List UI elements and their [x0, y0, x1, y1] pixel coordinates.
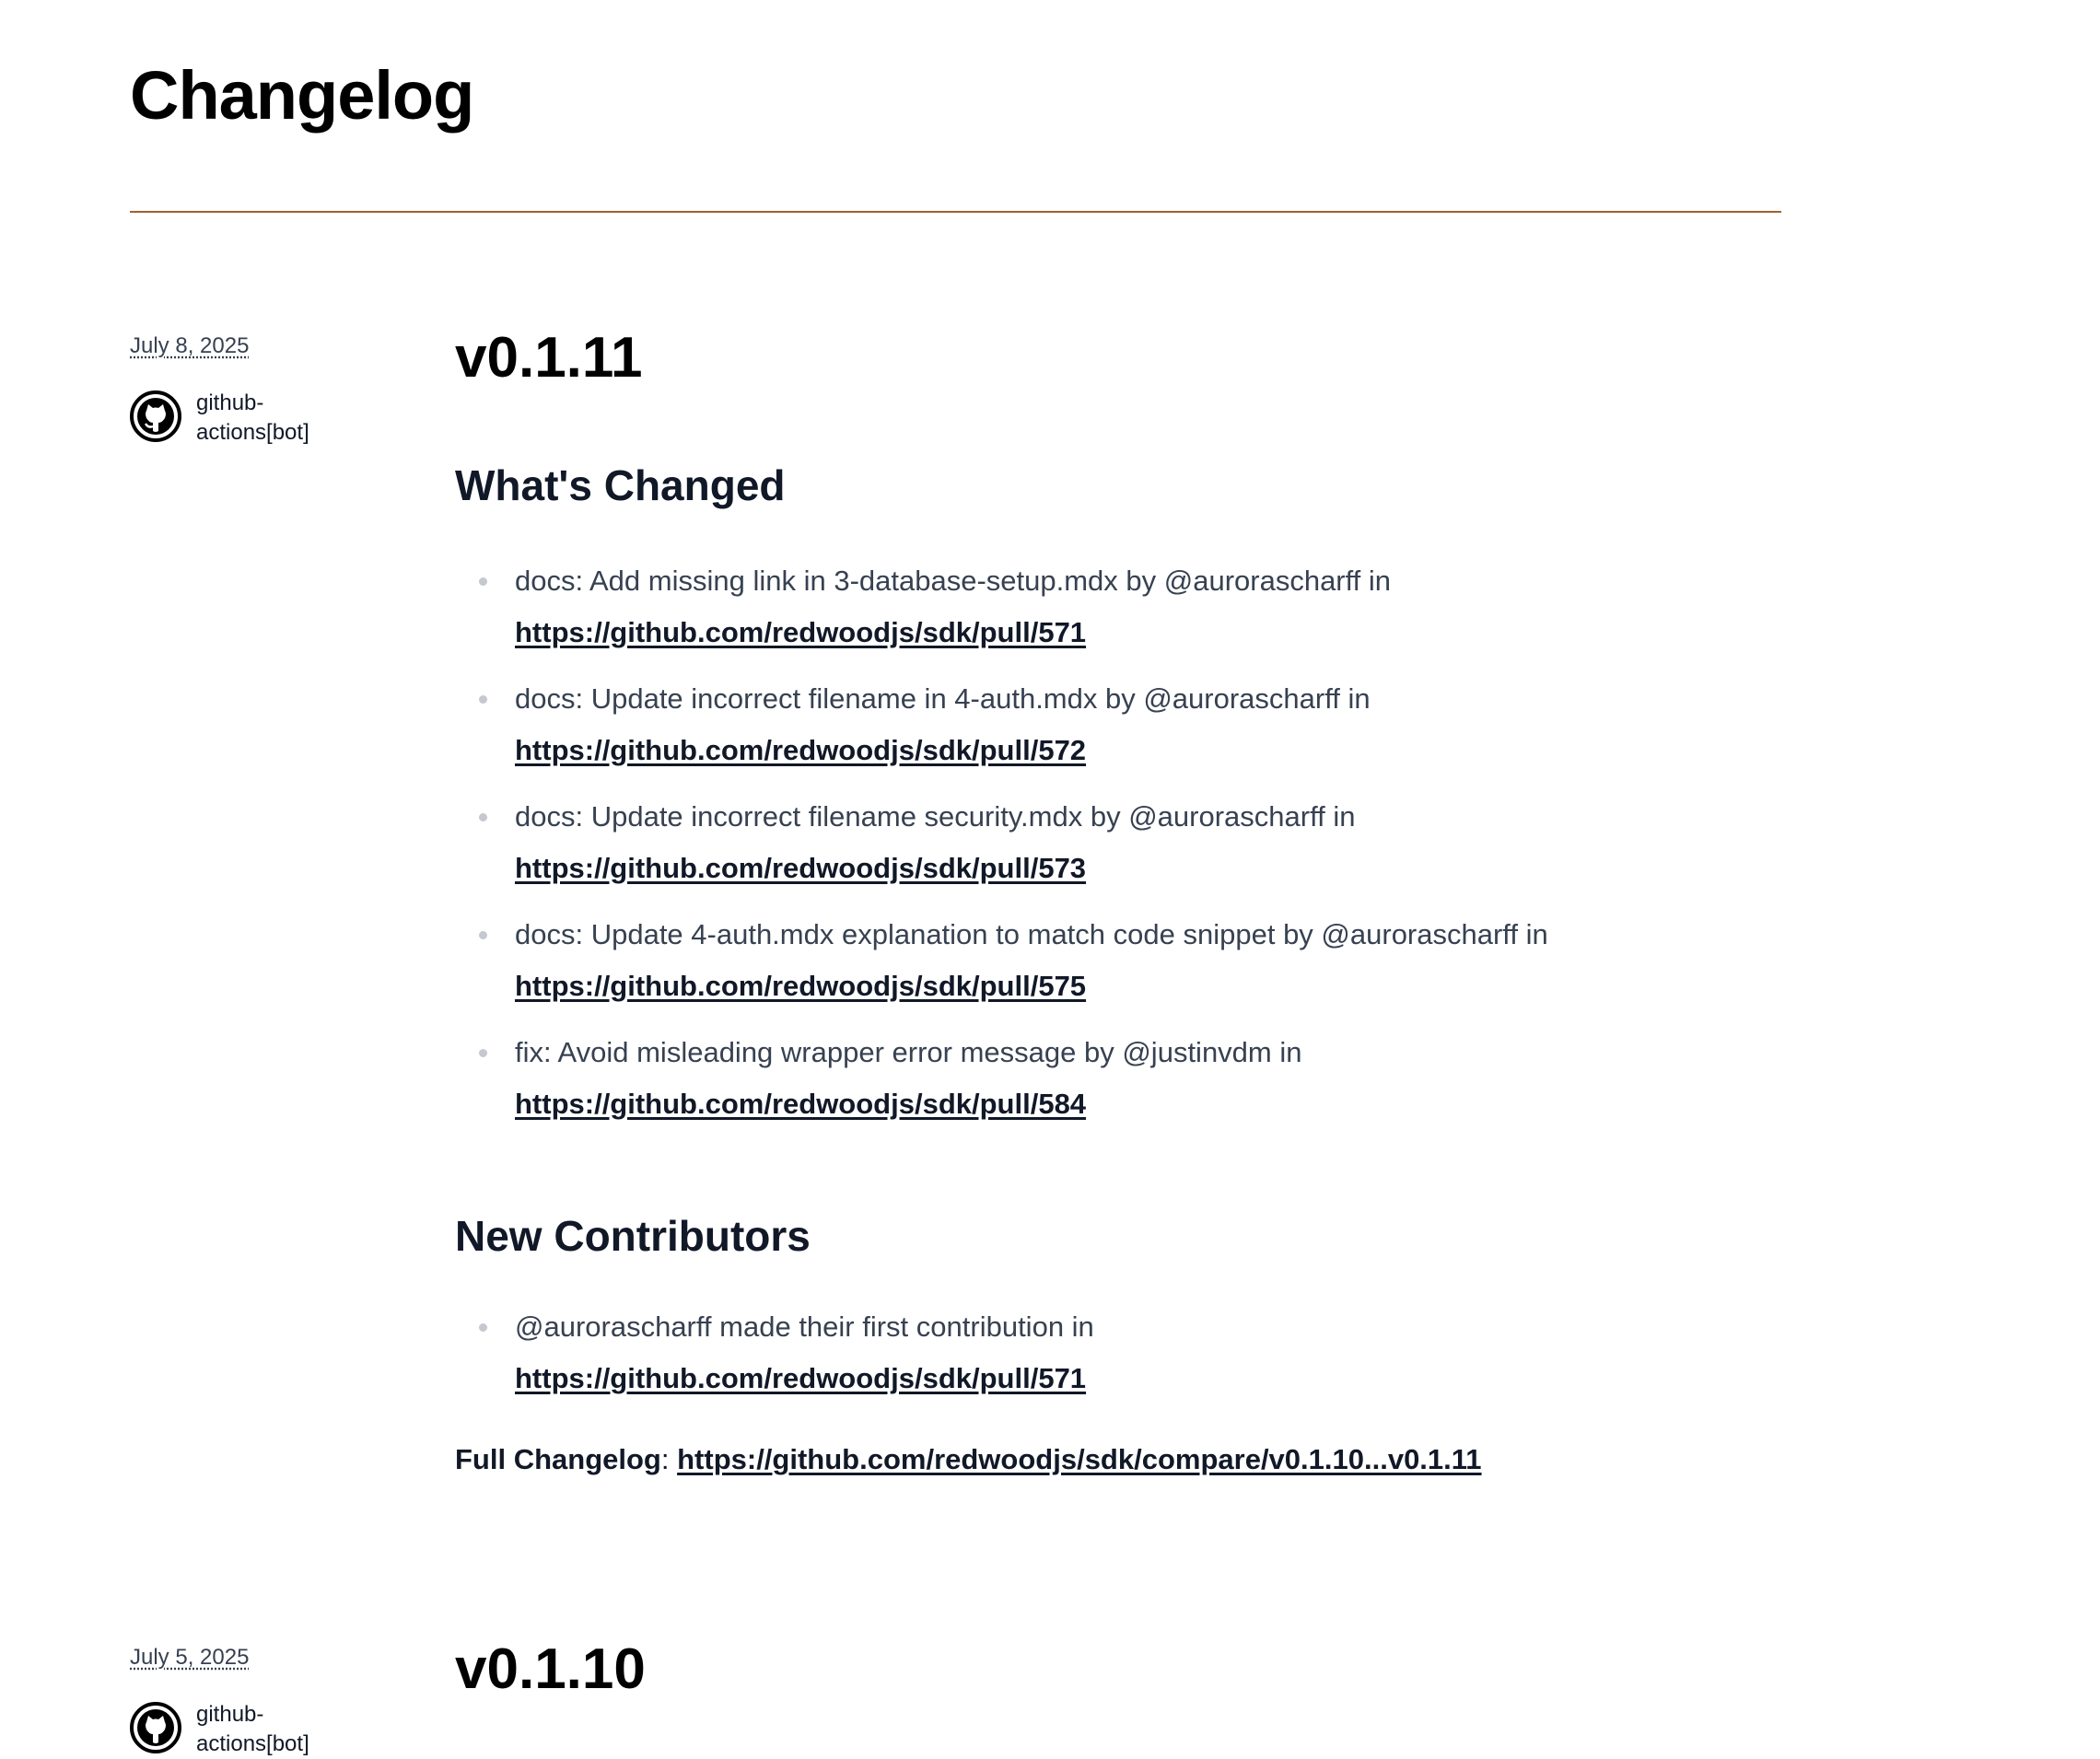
- release-date[interactable]: July 8, 2025: [130, 333, 250, 358]
- change-text: docs: Update incorrect filename in 4-auth.mdx by @aurorascharff in: [515, 681, 1371, 715]
- list-item: [455, 1027, 1781, 1130]
- github-icon: [130, 390, 181, 442]
- release-version: v0.1.10: [455, 1637, 646, 1701]
- release-version: v0.1.11: [455, 326, 643, 390]
- full-changelog-link[interactable]: https://github.com/redwoodjs/sdk/compare/v0.1.10...v0.1.11: [677, 1443, 1482, 1476]
- change-text: docs: Update incorrect filename security.mdx by @aurorascharff in: [515, 799, 1356, 833]
- pull-request-link[interactable]: https://github.com/redwoodjs/sdk/pull/571: [515, 615, 1087, 648]
- list-item: [455, 909, 1781, 1012]
- bullet: [479, 695, 487, 704]
- release-meta: [130, 1645, 369, 1759]
- page-title: Changelog: [130, 57, 474, 134]
- change-text: docs: Add missing link in 3-database-setup.mdx by @aurorascharff in: [515, 564, 1392, 597]
- bullet: [479, 813, 487, 821]
- bullet: [479, 931, 487, 939]
- bullet: [479, 1323, 487, 1332]
- pull-request-link[interactable]: https://github.com/redwoodjs/sdk/pull/573: [515, 851, 1087, 884]
- release-content: [455, 1637, 1781, 1701]
- release-date[interactable]: July 5, 2025: [130, 1645, 250, 1670]
- author-name: github-actions[bot]: [196, 390, 309, 445]
- github-icon: [130, 1702, 181, 1753]
- list-item: [455, 791, 1781, 894]
- author-name: github-actions[bot]: [196, 1702, 309, 1756]
- pull-request-link[interactable]: https://github.com/redwoodjs/sdk/pull/575: [515, 969, 1087, 1002]
- list-item: [455, 673, 1781, 776]
- contributor-text: @aurorascharff made their first contribution in: [515, 1311, 1094, 1344]
- release-content: [455, 326, 1781, 1476]
- full-changelog-label: Full Changelog: [455, 1443, 661, 1476]
- changes-list: [455, 555, 1781, 1130]
- title-divider: [130, 211, 1781, 213]
- whats-changed-heading: What's Changed: [455, 461, 786, 509]
- change-text: fix: Avoid misleading wrapper error message by @justinvdm in: [515, 1035, 1302, 1068]
- full-changelog: Full Changelog: https://github.com/redwoodjs/sdk/compare/v0.1.10...v0.1.11: [455, 1443, 1482, 1476]
- release-author[interactable]: [130, 390, 369, 448]
- list-item: [455, 1301, 1781, 1404]
- pull-request-link[interactable]: https://github.com/redwoodjs/sdk/pull/572: [515, 733, 1087, 766]
- release-meta: [130, 333, 369, 448]
- bullet: [479, 577, 487, 586]
- change-text: docs: Update 4-auth.mdx explanation to match code snippet by @aurorascharff in: [515, 917, 1548, 950]
- bullet: [479, 1049, 487, 1057]
- pull-request-link[interactable]: https://github.com/redwoodjs/sdk/pull/584: [515, 1087, 1087, 1120]
- release-author[interactable]: [130, 1702, 369, 1759]
- new-contributors-heading: New Contributors: [455, 1211, 811, 1260]
- contributors-list: [455, 1301, 1781, 1404]
- list-item: [455, 555, 1781, 658]
- pull-request-link[interactable]: https://github.com/redwoodjs/sdk/pull/571: [515, 1362, 1087, 1395]
